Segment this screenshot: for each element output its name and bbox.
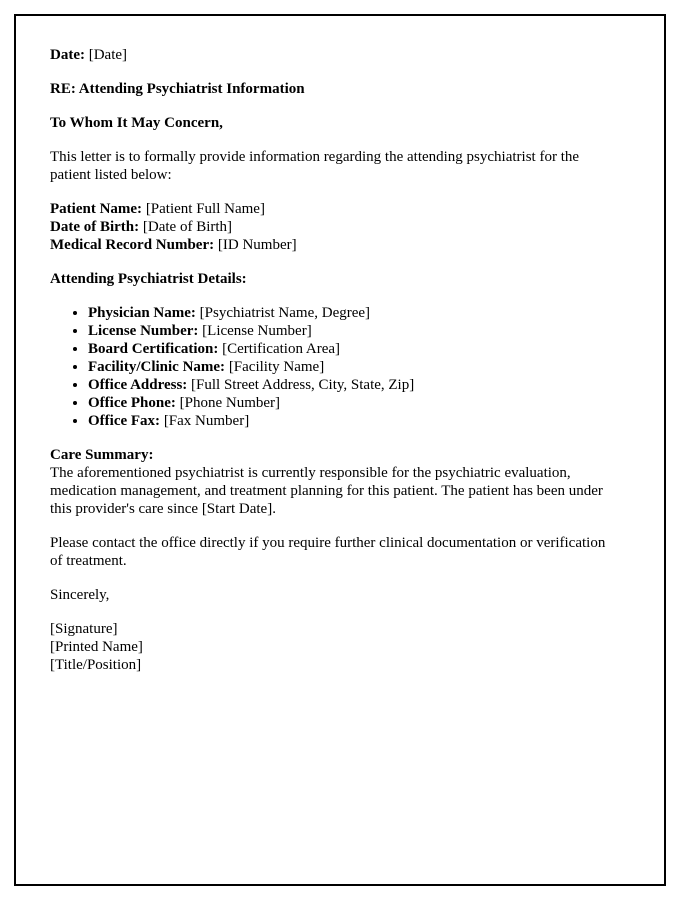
date-label: Date:	[50, 47, 85, 63]
license-number-label: License Number:	[88, 323, 199, 339]
date-value: [Date]	[88, 47, 128, 63]
office-phone-label: Office Phone:	[88, 395, 176, 411]
date-of-birth-value: [Date of Birth]	[142, 219, 233, 235]
care-summary-heading: Care Summary:	[50, 447, 154, 463]
detail-item-office-phone	[88, 394, 620, 412]
signature-block	[50, 620, 620, 674]
date-of-birth-row	[50, 218, 620, 236]
sign-off: Sincerely,	[50, 587, 110, 603]
patient-info-block	[50, 200, 620, 254]
detail-item-facility-name	[88, 358, 620, 376]
physician-name-value: [Psychiatrist Name, Degree]	[199, 305, 371, 321]
medical-record-label: Medical Record Number:	[50, 237, 215, 253]
title-position-line: [Title/Position]	[50, 657, 142, 673]
office-phone-value: [Phone Number]	[179, 395, 281, 411]
care-summary-paragraph: The aforementioned psychiatrist is currently responsible for the psychiatric evaluation, medication management, and treatment planning for this patient. The patient has been under this provider's care since [Start Date].	[50, 465, 603, 517]
detail-item-license-number	[88, 322, 620, 340]
patient-name-label: Patient Name:	[50, 201, 143, 217]
board-certification-value: [Certification Area]	[222, 341, 341, 357]
facility-name-label: Facility/Clinic Name:	[88, 359, 226, 375]
salutation: To Whom It May Concern,	[50, 115, 223, 131]
office-fax-value: [Fax Number]	[163, 413, 250, 429]
re-line: RE: Attending Psychiatrist Information	[50, 81, 305, 97]
patient-name-row	[50, 200, 620, 218]
letter-page	[14, 14, 666, 886]
medical-record-value: [ID Number]	[217, 237, 297, 253]
medical-record-row	[50, 236, 620, 254]
office-fax-label: Office Fax:	[88, 413, 161, 429]
closing-paragraph: Please contact the office directly if you require further clinical documentation or verification of treatment.	[50, 535, 606, 569]
patient-name-value: [Patient Full Name]	[145, 201, 265, 217]
facility-name-value: [Facility Name]	[228, 359, 325, 375]
license-number-value: [License Number]	[202, 323, 312, 339]
details-heading: Attending Psychiatrist Details:	[50, 271, 247, 287]
details-list	[50, 304, 620, 430]
signature-line: [Signature]	[50, 621, 118, 637]
detail-item-board-certification	[88, 340, 620, 358]
printed-name-line: [Printed Name]	[50, 639, 143, 655]
care-summary-section	[50, 446, 620, 518]
date-of-birth-label: Date of Birth:	[50, 219, 140, 235]
detail-item-physician-name	[88, 304, 620, 322]
office-address-value: [Full Street Address, City, State, Zip]	[191, 377, 415, 393]
board-certification-label: Board Certification:	[88, 341, 219, 357]
physician-name-label: Physician Name:	[88, 305, 196, 321]
detail-item-office-fax	[88, 412, 620, 430]
detail-item-office-address	[88, 376, 620, 394]
office-address-label: Office Address:	[88, 377, 188, 393]
intro-paragraph: This letter is to formally provide information regarding the attending psychiatrist for the patient listed below:	[50, 149, 580, 183]
date-line	[50, 46, 620, 64]
